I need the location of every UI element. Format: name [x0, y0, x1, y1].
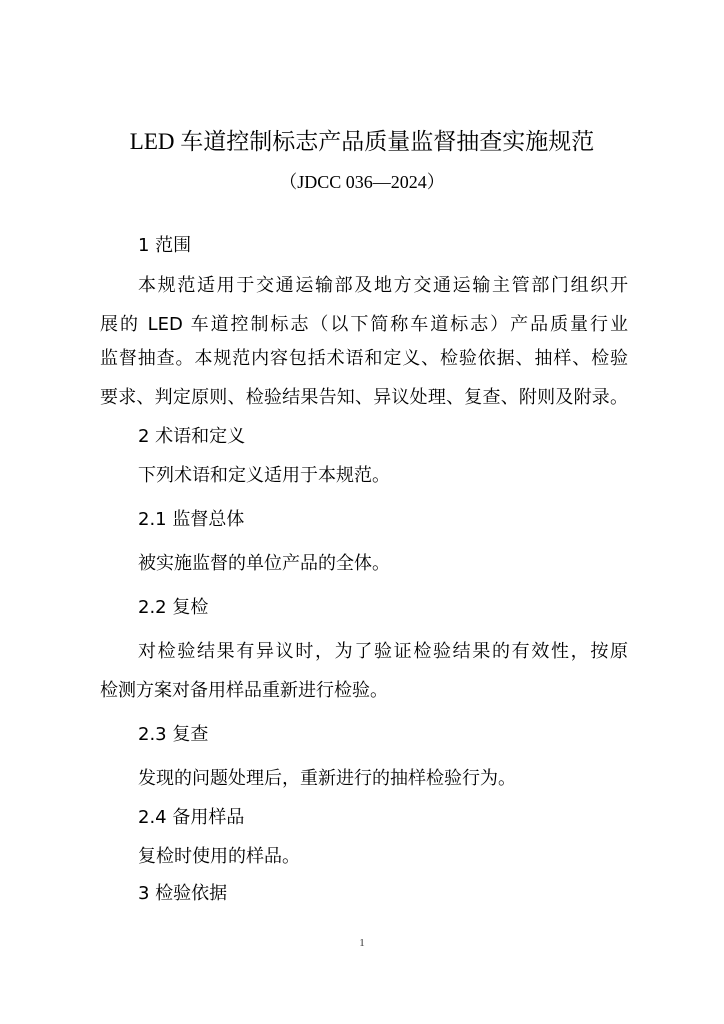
scope-paragraph-line-2: 展的 LED 车道控制标志（以下简称车道标志）产品质量行业	[100, 314, 628, 335]
term-2-2-heading: 2.2 复检	[138, 597, 209, 618]
term-2-3-definition: 发现的问题处理后，重新进行的抽样检验行为。	[138, 768, 516, 789]
scope-paragraph-line-4: 要求、判定原则、检验结果告知、异议处理、复查、附则及附录。	[100, 387, 628, 408]
section-3-heading: 3 检验依据	[138, 883, 228, 904]
scope-paragraph-line-1: 本规范适用于交通运输部及地方交通运输主管部门组织开	[138, 275, 628, 296]
term-2-2-definition-line-1: 对检验结果有异议时，为了验证检验结果的有效性，按原	[138, 641, 628, 662]
term-2-1-heading: 2.1 监督总体	[138, 509, 245, 530]
section-2-heading: 2 术语和定义	[138, 426, 246, 447]
section-1-heading: 1 范围	[138, 235, 192, 256]
term-2-3-heading: 2.3 复查	[138, 724, 209, 745]
term-2-1-definition: 被实施监督的单位产品的全体。	[138, 553, 390, 574]
document-title: LED 车道控制标志产品质量监督抽查实施规范	[129, 129, 595, 154]
page-number: 1	[359, 937, 365, 949]
term-2-4-definition: 复检时使用的样品。	[138, 846, 300, 867]
standard-code: （JDCC 036—2024）	[279, 172, 445, 192]
scope-paragraph-line-3: 监督抽查。本规范内容包括术语和定义、检验依据、抽样、检验	[100, 348, 628, 369]
term-2-4-heading: 2.4 备用样品	[138, 807, 245, 828]
section-2-intro: 下列术语和定义适用于本规范。	[138, 465, 390, 486]
term-2-2-definition-line-2: 检测方案对备用样品重新进行检验。	[100, 680, 388, 701]
